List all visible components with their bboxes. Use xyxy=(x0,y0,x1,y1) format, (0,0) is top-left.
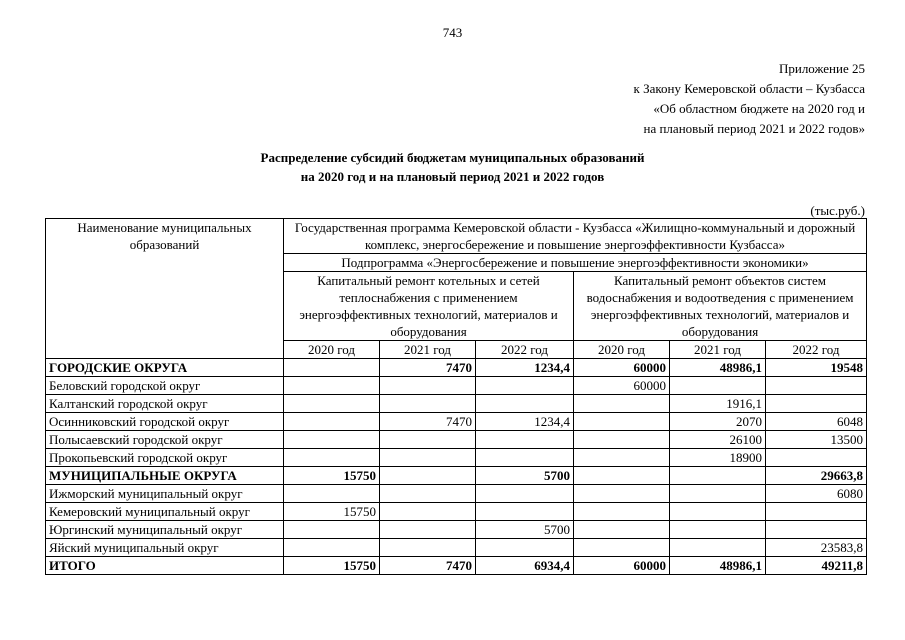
row-label: ГОРОДСКИЕ ОКРУГА xyxy=(46,359,284,377)
table-row xyxy=(46,431,867,449)
table-cell: 15750 xyxy=(284,503,380,521)
row-label: Полысаевский городской округ xyxy=(46,431,284,449)
table-cell xyxy=(380,521,476,539)
table-cell: 7470 xyxy=(380,557,476,575)
table-cell: 5700 xyxy=(476,521,574,539)
table-cell: 6048 xyxy=(766,413,867,431)
table-cell xyxy=(766,521,867,539)
table-row xyxy=(46,521,867,539)
table-cell xyxy=(670,485,766,503)
table-cell: 6080 xyxy=(766,485,867,503)
page-number: 743 xyxy=(442,25,463,40)
row-label: Юргинский муниципальный округ xyxy=(46,521,284,539)
table-cell xyxy=(284,377,380,395)
table-cell xyxy=(574,503,670,521)
table-cell xyxy=(766,377,867,395)
table-cell: 26100 xyxy=(670,431,766,449)
table-cell xyxy=(574,521,670,539)
units-label: (тыс.руб.) xyxy=(810,203,865,218)
table-cell xyxy=(476,431,574,449)
table-row xyxy=(46,503,867,521)
table-cell xyxy=(284,431,380,449)
table-cell: 6934,4 xyxy=(476,557,574,575)
header-name-column: Наименование муниципальных образований xyxy=(46,219,284,359)
table-cell xyxy=(380,431,476,449)
table-row xyxy=(46,467,867,485)
table-cell xyxy=(574,431,670,449)
row-label: Осинниковский городской округ xyxy=(46,413,284,431)
table-cell xyxy=(766,503,867,521)
table-cell xyxy=(476,395,574,413)
table-cell xyxy=(766,449,867,467)
table-cell: 2070 xyxy=(670,413,766,431)
table-cell: 60000 xyxy=(574,359,670,377)
table-cell xyxy=(476,503,574,521)
table-cell: 19548 xyxy=(766,359,867,377)
table-cell xyxy=(670,503,766,521)
header-year: 2022 год xyxy=(766,341,867,359)
row-label: Калтанский городской округ xyxy=(46,395,284,413)
table-row xyxy=(46,539,867,557)
header-year: 2022 год xyxy=(476,341,574,359)
table-cell: 1234,4 xyxy=(476,359,574,377)
row-label: ИТОГО xyxy=(46,557,284,575)
row-label: Яйский муниципальный округ xyxy=(46,539,284,557)
header-year: 2020 год xyxy=(284,341,380,359)
table-cell: 18900 xyxy=(670,449,766,467)
table-cell: 1916,1 xyxy=(670,395,766,413)
table-cell xyxy=(284,413,380,431)
table-cell xyxy=(574,395,670,413)
table-cell: 15750 xyxy=(284,557,380,575)
table-cell xyxy=(766,395,867,413)
table-cell xyxy=(574,539,670,557)
subsidy-table xyxy=(45,218,867,575)
table-row xyxy=(46,359,867,377)
table-cell xyxy=(670,467,766,485)
row-label: Ижморский муниципальный округ xyxy=(46,485,284,503)
table-cell xyxy=(380,395,476,413)
table-cell: 29663,8 xyxy=(766,467,867,485)
table-cell xyxy=(476,449,574,467)
document-title xyxy=(0,148,905,186)
table-cell xyxy=(380,503,476,521)
table-cell xyxy=(380,449,476,467)
row-label: Прокопьевский городской округ xyxy=(46,449,284,467)
appendix-reference xyxy=(634,59,866,139)
table-cell: 15750 xyxy=(284,467,380,485)
table-cell xyxy=(574,449,670,467)
table-cell: 7470 xyxy=(380,359,476,377)
table-cell: 7470 xyxy=(380,413,476,431)
row-label: Кемеровский муниципальный округ xyxy=(46,503,284,521)
header-program: Государственная программа Кемеровской области - Кузбасса «Жилищно-коммунальный и дорожный комплекс, энергосбережение и повышение энергоэффективности Кузбасса» xyxy=(284,219,867,254)
table-cell xyxy=(670,539,766,557)
table-cell: 60000 xyxy=(574,377,670,395)
header-group-water: Капитальный ремонт объектов систем водоснабжения и водоотведения с применением энергоэффективных технологий, материалов и оборудования xyxy=(574,272,867,341)
table-row xyxy=(46,557,867,575)
table-row xyxy=(46,449,867,467)
title-line: на 2020 год и на плановый период 2021 и 2022 годов xyxy=(300,169,605,184)
table-cell: 1234,4 xyxy=(476,413,574,431)
table-cell xyxy=(380,485,476,503)
header-group-heating: Капитальный ремонт котельных и сетей теплоснабжения с применением энергоэффективных технологий, материалов и оборудования xyxy=(284,272,574,341)
table-cell: 60000 xyxy=(574,557,670,575)
header-subprogram: Подпрограмма «Энергосбережение и повышение энергоэффективности экономики» xyxy=(284,254,867,272)
table-cell xyxy=(380,467,476,485)
title-line: Распределение субсидий бюджетам муниципальных образований xyxy=(260,150,645,165)
table-cell: 48986,1 xyxy=(670,359,766,377)
table-cell xyxy=(476,539,574,557)
table-cell: 5700 xyxy=(476,467,574,485)
table-row xyxy=(46,413,867,431)
table-cell: 13500 xyxy=(766,431,867,449)
table-cell xyxy=(284,449,380,467)
appendix-line: на плановый период 2021 и 2022 годов» xyxy=(643,121,865,136)
table-row xyxy=(46,395,867,413)
appendix-line: «Об областном бюджете на 2020 год и xyxy=(653,101,865,116)
table-cell xyxy=(284,521,380,539)
table-cell xyxy=(574,485,670,503)
table-cell xyxy=(284,395,380,413)
appendix-line: Приложение 25 xyxy=(778,61,865,76)
table-cell xyxy=(574,413,670,431)
table-cell xyxy=(574,467,670,485)
header-year: 2021 год xyxy=(380,341,476,359)
table-cell xyxy=(380,539,476,557)
table-cell xyxy=(284,359,380,377)
table-cell xyxy=(380,377,476,395)
table-cell: 48986,1 xyxy=(670,557,766,575)
table-cell xyxy=(476,485,574,503)
table-cell xyxy=(670,377,766,395)
table-row xyxy=(46,485,867,503)
table-cell xyxy=(284,485,380,503)
appendix-line: к Закону Кемеровской области – Кузбасса xyxy=(633,81,865,96)
row-label: Беловский городской округ xyxy=(46,377,284,395)
table-cell xyxy=(670,521,766,539)
header-year: 2020 год xyxy=(574,341,670,359)
table-cell: 49211,8 xyxy=(766,557,867,575)
table-cell xyxy=(476,377,574,395)
row-label: МУНИЦИПАЛЬНЫЕ ОКРУГА xyxy=(46,467,284,485)
table-cell: 23583,8 xyxy=(766,539,867,557)
table-cell xyxy=(284,539,380,557)
table-row xyxy=(46,377,867,395)
header-year: 2021 год xyxy=(670,341,766,359)
